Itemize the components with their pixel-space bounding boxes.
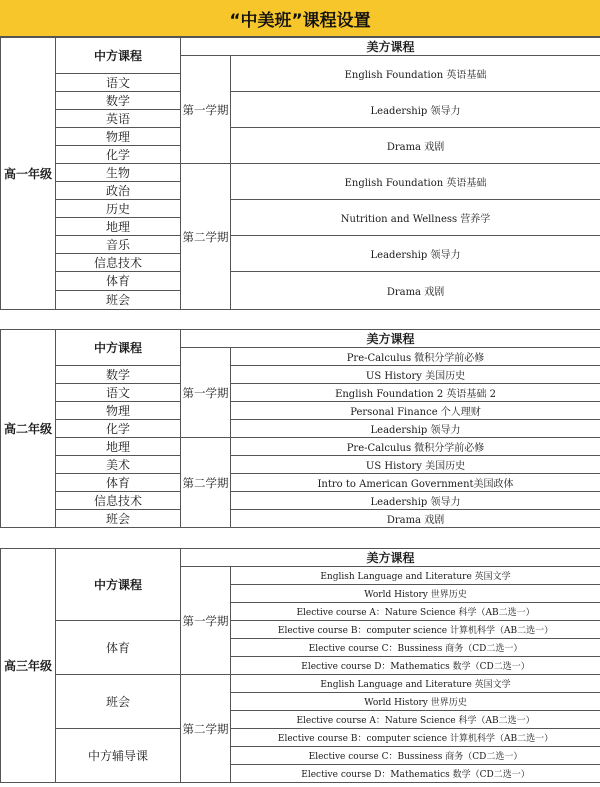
grade2-term2-course: US History 美国历史: [231, 456, 600, 474]
grade1-label: 高一年级: [1, 38, 56, 310]
grade2-term1-course: US History 美国历史: [231, 366, 600, 384]
grade2-term2-course: Leadership 领导力: [231, 492, 600, 510]
grade1-subject: 历史: [56, 200, 181, 218]
grade2-term2-course: Drama 戏剧: [231, 510, 600, 528]
grade1-subject: 音乐: [56, 236, 181, 254]
grade3-chinese-block: 中方辅导课: [56, 729, 181, 783]
grade3-term2-course: Elective course A：Nature Science 科学（AB二选一）: [231, 711, 600, 729]
grade2-term2-course: Intro to American Government美国政体: [231, 474, 600, 492]
american-courses-header: 美方课程: [181, 549, 600, 567]
grade1-term2-course: Nutrition and Wellness 营养学: [231, 200, 600, 236]
grade1-term2-label: 第二学期: [181, 164, 231, 310]
grade1-subject-pair: [56, 272, 181, 310]
grade3-term2-course: Elective course C：Bussiness 商务（CD二选一）: [231, 747, 600, 765]
grade2-subject: 化学: [56, 420, 181, 438]
grade1-subject: 信息技术: [56, 254, 181, 272]
grade1-term1-label: 第一学期: [181, 56, 231, 164]
grade2-term2-course: Pre-Calculus 微积分学前必修: [231, 438, 600, 456]
grade1-subject: 生物: [56, 164, 181, 182]
grade1-subject: 地理: [56, 218, 181, 236]
chinese-courses-header: 中方课程: [56, 330, 181, 366]
grade1-subject: 化学: [56, 146, 181, 164]
american-courses-header: 美方课程: [181, 330, 600, 348]
grade3-term2-course: Elective course B：computer science 计算机科学（AB二选一）: [231, 729, 600, 747]
grade1-subject: 政治: [56, 182, 181, 200]
grade2-subject: 美术: [56, 456, 181, 474]
grade2-term1-course: Pre-Calculus 微积分学前必修: [231, 348, 600, 366]
grade3-term2-course: Elective course D：Mathematics 数学（CD二选一）: [231, 765, 600, 783]
grade2-subject: 物理: [56, 402, 181, 420]
grade3-term1-course: Elective course A：Nature Science 科学（AB二选一）: [231, 603, 600, 621]
grade3-table: [0, 548, 600, 783]
grade3-term2-course: English Language and Literature 英国文学: [231, 675, 600, 693]
grade1-subject: 语文: [56, 74, 181, 92]
chinese-courses-header: 中方课程: [56, 549, 181, 621]
grade3-term1-course: Elective course D：Mathematics 数学（CD二选一）: [231, 657, 600, 675]
grade1-subject: 英语: [56, 110, 181, 128]
grade1-subject: 班会: [105, 293, 130, 307]
grade3-term1-label: 第一学期: [181, 567, 231, 675]
grade2-subject: 班会: [56, 510, 181, 528]
grade2-subject: 体育: [56, 474, 181, 492]
grade2-term2-label: 第二学期: [181, 438, 231, 528]
grade1-term1-course: English Foundation 英语基础: [231, 56, 600, 92]
grade1-term1-course: Drama 戏剧: [231, 128, 600, 164]
american-courses-header: 美方课程: [181, 38, 600, 56]
grade3-label: 高三年级: [1, 549, 56, 783]
grade1-term2-course: English Foundation 英语基础: [231, 164, 600, 200]
grade2-subject: 数学: [56, 366, 181, 384]
grade3-term1-course: Elective course B：computer science 计算机科学（AB二选一）: [231, 621, 600, 639]
grade3-term2-course: World History 世界历史: [231, 693, 600, 711]
grade3-chinese-block: 体育: [56, 621, 181, 675]
grade2-label: 高二年级: [1, 330, 56, 528]
grade2-subject: 地理: [56, 438, 181, 456]
grade2-term1-course: Leadership 领导力: [231, 420, 600, 438]
grade3-chinese-block: 班会: [56, 675, 181, 729]
grade1-term2-course: Leadership 领导力: [231, 236, 600, 272]
grade3-term1-course: World History 世界历史: [231, 585, 600, 603]
grade1-subject: 物理: [56, 128, 181, 146]
grade3-term1-course: English Language and Literature 英国文学: [231, 567, 600, 585]
grade2-term1-label: 第一学期: [181, 348, 231, 438]
grade2-term1-course: English Foundation 2 英语基础 2: [231, 384, 600, 402]
grade1-subject: 体育: [56, 272, 180, 291]
grade2-subject: 语文: [56, 384, 181, 402]
grade3-term1-course: Elective course C：Bussiness 商务（CD二选一）: [231, 639, 600, 657]
grade1-subject: 数学: [56, 92, 181, 110]
page-title: “中美班”课程设置: [0, 0, 600, 37]
grade1-table: [0, 37, 600, 310]
grade3-term2-label: 第二学期: [181, 675, 231, 783]
grade1-term1-course: Leadership 领导力: [231, 92, 600, 128]
chinese-courses-header: 中方课程: [56, 38, 181, 74]
grade1-term2-course: Drama 戏剧: [231, 272, 600, 310]
grade2-subject: 信息技术: [56, 492, 181, 510]
grade2-table: [0, 329, 600, 528]
grade2-term1-course: Personal Finance 个人理财: [231, 402, 600, 420]
